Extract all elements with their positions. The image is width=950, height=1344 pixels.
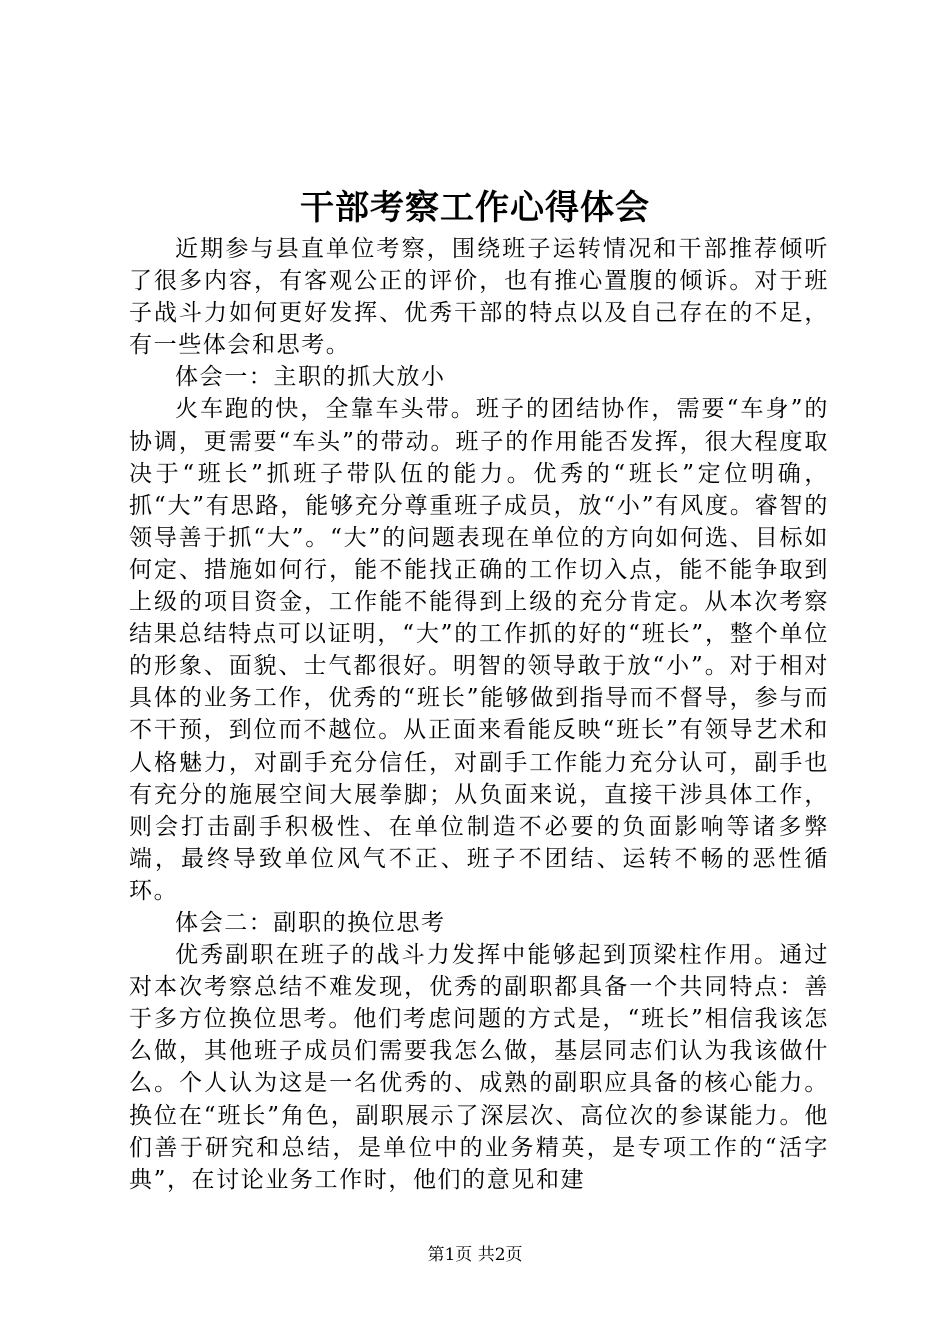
- page-footer: 第1页 共2页: [427, 1245, 523, 1265]
- section-heading-two: 体会二：副职的换位思考: [175, 909, 446, 936]
- document-title: 干部考察工作心得体会: [300, 188, 650, 228]
- section-heading-one: 体会一：主职的抓大放小: [175, 364, 446, 391]
- document-body: [129, 233, 829, 1196]
- paragraph-intro: 近期参与县直单位考察，围绕班子运转情况和干部推荐倾听了很多内容，有客观公正的评价，也有推心置腹的倾诉。对于班子战斗力如何更好发挥、优秀干部的特点以及自己存在的不足，有一些体会和思考。: [129, 236, 829, 359]
- paragraph-section-one: 火车跑的快，全靠车头带。班子的团结协作，需要“车身”的协调，更需要“车头”的带动。班子的作用能否发挥，很大程度取决于“班长”抓班子带队伍的能力。优秀的“班长”定位明确，抓“大”有思路，能够充分尊重班子成员，放“小”有风度。睿智的领导善于抓“大”。“大”的问题表现在单位的方向如何选、目标如何定、措施如何行，能不能找正确的工作切入点，能不能争取到上级的项目资金，工作能不能得到上级的充分肯定。从本次考察结果总结特点可以证明，“大”的工作抓的好的“班长”，整个单位的形象、面貌、士气都很好。明智的领导敢于放“小”。对于相对具体的业务工作，优秀的“班长”能够做到指导而不督导，参与而不干预，到位而不越位。从正面来看能反映“班长”有领导艺术和人格魅力，对副手充分信任，对副手工作能力充分认可，副手也有充分的施展空间大展拳脚；从负面来说，直接干涉具体工作，则会打击副手积极性、在单位制造不必要的负面影响等诸多弊端，最终导致单位风气不正、班子不团结、运转不畅的恶性循环。: [129, 396, 829, 904]
- paragraph-section-two: 优秀副职在班子的战斗力发挥中能够起到顶梁柱作用。通过对本次考察总结不难发现，优秀的副职都具备一个共同特点：善于多方位换位思考。他们考虑问题的方式是，“班长”相信我该怎么做，其他班子成员们需要我怎么做，基层同志们认为我该做什么。个人认为这是一名优秀的、成熟的副职应具备的核心能力。换位在“班长”角色，副职展示了深层次、高位次的参谋能力。他们善于研究和总结，是单位中的业务精英，是专项工作的“活字典”，在讨论业务工作时，他们的意见和建: [129, 942, 829, 1193]
